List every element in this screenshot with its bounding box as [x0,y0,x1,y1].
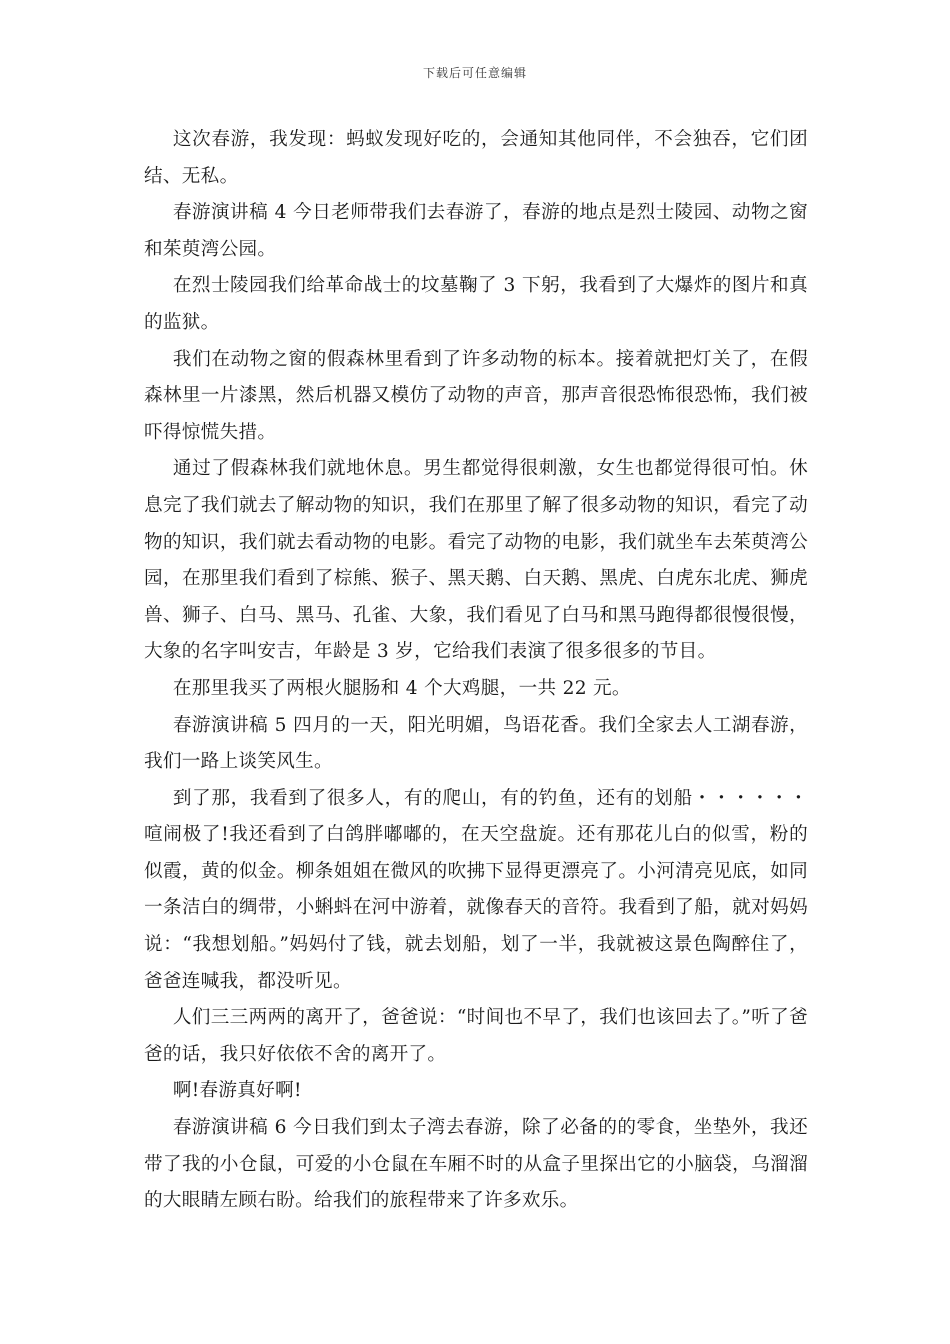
paragraph-lake-scenery: 到了那，我看到了很多人，有的爬山，有的钓鱼，还有的划船・・・・・・喧闹极了!我还看到了白鸽胖嘟嘟的，在天空盘旋。还有那花儿白的似雪，粉的似霞，黄的似金。柳条姐姐在微风的吹拂下显得更漂亮了。小河清亮见底，如同一条洁白的绸带，小蝌蚪在河中游着，就像春天的音符。我看到了船，就对妈妈说：“我想划船。”妈妈付了钱，就去划船，划了一半，我就被这景色陶醉住了，爸爸连喊我，都没听见。 [144,787,808,992]
page-header-note: 下载后可任意编辑 [422,66,527,80]
paragraph-speech-6-intro: 春游演讲稿 6 今日我们到太子湾去春游，除了必备的的零食，坐垫外，我还带了我的小仓鼠，可爱的小仓鼠在车厢不时的从盒子里探出它的小脑袋，乌溜溜的大眼睛左顾右盼。给我们的旅程带来了许多欢乐。 [144,1117,808,1212]
paragraph-ants: 这次春游，我发现：蚂蚁发现好吃的，会通知其他同伴，不会独吞，它们团结、无私。 [144,129,808,187]
paragraph-leaving: 人们三三两两的离开了，爸爸说：“时间也不早了，我们也该回去了。”听了爸爸的话，我只好依依不舍的离开了。 [144,1007,808,1065]
paragraph-martyrs-cemetery: 在烈士陵园我们给革命战士的坟墓鞠了 3 下躬，我看到了大爆炸的图片和真的监狱。 [144,275,808,333]
paragraph-speech-4-intro: 春游演讲稿 4 今日老师带我们去春游了，春游的地点是烈士陵园、动物之窗和茱萸湾公园。 [144,202,808,260]
paragraph-fake-forest: 通过了假森林我们就地休息。男生都觉得很刺激，女生也都觉得很可怕。休息完了我们就去了解动物的知识，我们在那里了解了很多动物的知识，看完了动物的知识，我们就去看动物的电影。看完了动物的电影，我们就坐车去茱萸湾公园，在那里我们看到了棕熊、猴子、黑天鹅、白天鹅、黑虎、白虎东北虎、狮虎兽、狮子、白马、黑马、孔雀、大象，我们看见了白马和黑马跑得都很慢很慢，大象的名字叫安吉，年龄是 3 岁，它给我们表演了很多很多的节目。 [144,458,808,663]
paragraph-speech-5-intro: 春游演讲稿 5 四月的一天，阳光明媚，鸟语花香。我们全家去人工湖春游，我们一路上谈笑风生。 [144,714,808,773]
document-body [144,122,808,1220]
paragraph-animal-window: 我们在动物之窗的假森林里看到了许多动物的标本。接着就把灯关了，在假森林里一片漆黑，然后机器又模仿了动物的声音，那声音很恐怖很恐怖，我们被吓得惊慌失措。 [144,348,808,443]
paragraph-exclamation: 啊!春游真好啊! [172,1080,302,1102]
paragraph-purchase: 在那里我买了两根火腿肠和 4 个大鸡腿，一共 22 元。 [172,677,631,699]
